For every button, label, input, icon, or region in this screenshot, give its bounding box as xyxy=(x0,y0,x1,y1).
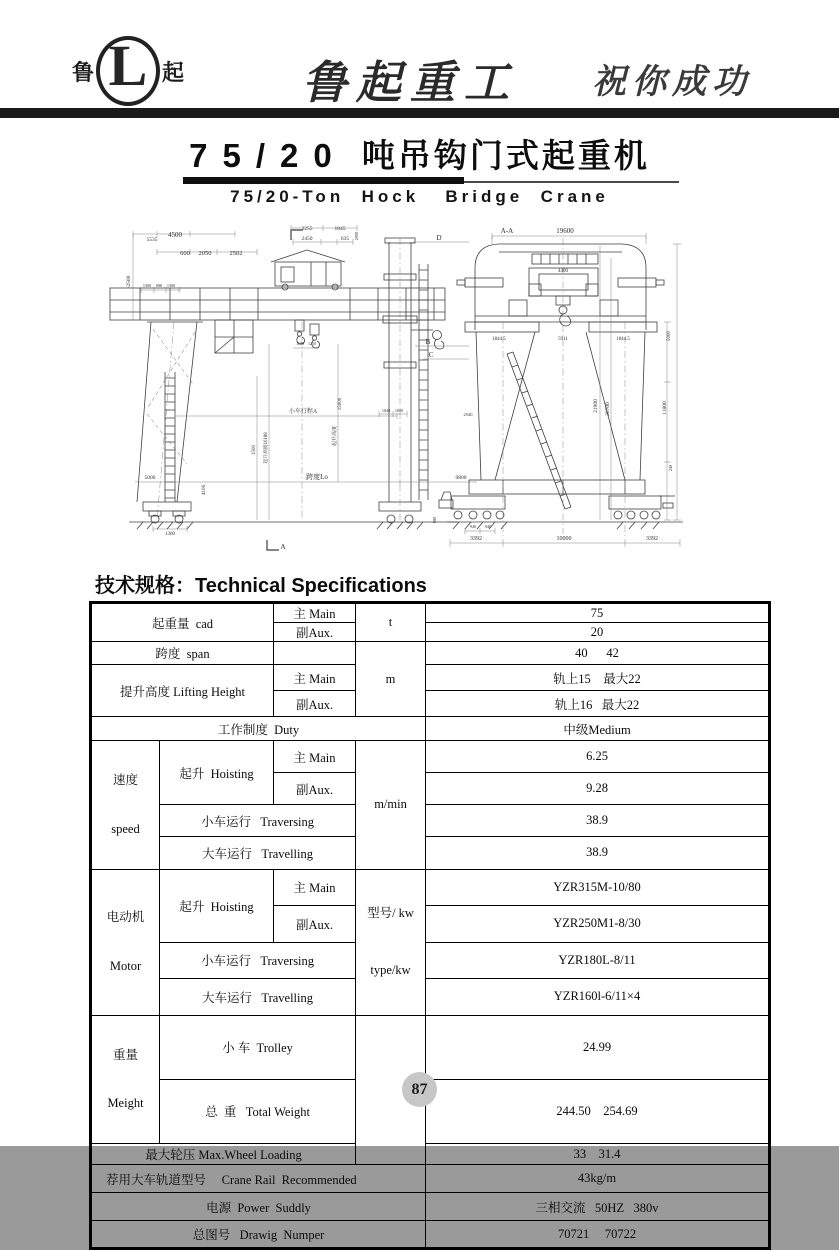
svg-text:1844.5: 1844.5 xyxy=(492,337,506,342)
table-row xyxy=(91,805,770,837)
cell-speed-traversing-value: 38.9 xyxy=(426,805,770,837)
cell-weight-category xyxy=(91,1015,160,1144)
svg-text:1210: 1210 xyxy=(308,341,316,346)
cell-capacity-main-value: 75 xyxy=(426,603,770,623)
svg-text:起升高度: 起升高度 xyxy=(333,425,338,447)
cell-drawno-value: 70721 70722 xyxy=(426,1221,770,1249)
svg-text:小车行程A: 小车行程A xyxy=(288,409,318,415)
svg-text:A-A: A-A xyxy=(500,227,514,235)
cell-lift-aux: 副Aux. xyxy=(274,691,356,717)
page-subtitle-english: 75/20-Ton Hock Bridge Crane xyxy=(230,187,609,206)
svg-text:1500: 1500 xyxy=(252,445,257,455)
svg-text:5911: 5911 xyxy=(558,337,568,342)
table-row xyxy=(91,837,770,869)
cell-speed-travelling-value: 38.9 xyxy=(426,837,770,869)
cell-speed-aux: 副Aux. xyxy=(274,773,356,805)
svg-text:-2500: -2500 xyxy=(126,275,132,289)
svg-text:20700: 20700 xyxy=(605,402,611,416)
cell-motor-aux-value: YZR250M1-8/30 xyxy=(426,906,770,943)
svg-text:600: 600 xyxy=(180,250,190,257)
svg-text:2502: 2502 xyxy=(229,250,243,257)
table-row xyxy=(91,1193,770,1221)
cell-lift-aux-value: 轨上16 最大22 xyxy=(426,691,770,717)
cell-speed-unit: m/min xyxy=(356,741,426,870)
cell-duty-value: 中级Medium xyxy=(426,717,770,741)
specs-heading-en: Technical Specifications xyxy=(195,575,427,597)
elevation-view xyxy=(110,230,457,550)
cell-capacity-main: 主 Main xyxy=(274,603,356,623)
cell-motor-travelling-value: YZR160l-6/11×4 xyxy=(426,979,770,1016)
table-row xyxy=(91,1144,770,1165)
cell-capacity-aux-value: 20 xyxy=(426,623,770,642)
cell-speed-aux-value: 9.28 xyxy=(426,773,770,805)
logo-left-char: 鲁 xyxy=(72,59,95,85)
svg-text:3392: 3392 xyxy=(646,536,658,542)
motor-unit-line2: type/kw xyxy=(370,963,411,977)
cell-motor-unit xyxy=(356,869,426,1015)
specs-section-heading xyxy=(95,569,427,598)
cell-span-label: 跨度 span xyxy=(91,642,274,665)
table-row xyxy=(91,642,770,665)
cell-capacity-label: 起重量 cad xyxy=(91,603,274,642)
cell-lift-main: 主 Main xyxy=(274,665,356,691)
table-row xyxy=(91,665,770,691)
svg-text:635: 635 xyxy=(340,236,350,242)
speed-category-en: speed xyxy=(111,821,140,836)
cell-speed-main: 主 Main xyxy=(274,741,356,773)
table-row xyxy=(91,869,770,906)
svg-text:940: 940 xyxy=(469,524,477,529)
svg-text:1844.5: 1844.5 xyxy=(616,337,630,342)
cell-weight-total-value: 244.50 254.69 xyxy=(426,1079,770,1143)
svg-text:21900: 21900 xyxy=(593,399,599,413)
svg-text:9800: 9800 xyxy=(455,475,467,481)
specs-heading-zh: 技术规格： xyxy=(95,575,195,597)
motor-category-en: Motor xyxy=(109,959,142,973)
crane-technical-drawing xyxy=(95,224,750,566)
cell-weight-trolley-value: 24.99 xyxy=(426,1015,770,1079)
cell-lift-label: 提升高度 Lifting Height xyxy=(91,665,274,717)
cell-duty-label: 工作制度 Duty xyxy=(91,717,426,741)
svg-text:4400: 4400 xyxy=(558,269,568,274)
svg-text:2000: 2000 xyxy=(354,231,359,241)
table-row xyxy=(91,1015,770,1079)
svg-text:1300: 1300 xyxy=(165,532,175,537)
svg-text:19600: 19600 xyxy=(556,227,574,235)
table-row xyxy=(91,717,770,741)
svg-text:A: A xyxy=(280,543,286,551)
table-row xyxy=(91,1165,770,1193)
svg-text:5000: 5000 xyxy=(144,475,156,481)
svg-text:D: D xyxy=(436,234,442,242)
header-divider-bar xyxy=(0,108,839,118)
table-row xyxy=(91,942,770,979)
svg-text:C: C xyxy=(428,351,434,359)
svg-text:跨度Lo: 跨度Lo xyxy=(306,473,328,481)
title-number: 75/20 xyxy=(189,137,347,174)
cell-motor-traversing-value: YZR180L-8/11 xyxy=(426,942,770,979)
svg-text:1190: 1190 xyxy=(296,341,304,346)
logo-right-char: 起 xyxy=(162,59,185,85)
cell-weight-total: 总 重 Total Weight xyxy=(160,1079,356,1143)
weight-category-en: Meight xyxy=(107,1096,144,1111)
svg-text:15000: 15000 xyxy=(338,397,343,411)
page-number: 87 xyxy=(411,1080,428,1098)
svg-text:2050: 2050 xyxy=(198,250,212,257)
section-view xyxy=(439,238,683,536)
logo-circle-icon xyxy=(96,32,160,106)
cell-lift-main-value: 轨上15 最大22 xyxy=(426,665,770,691)
cell-rail-value: 43kg/m xyxy=(426,1165,770,1193)
table-row xyxy=(91,603,770,623)
svg-text:940: 940 xyxy=(484,524,492,529)
brand-calligraphy: 鲁起重工 xyxy=(302,58,519,108)
motor-category-zh: 电动机 xyxy=(106,910,145,925)
svg-text:698: 698 xyxy=(155,283,163,288)
cell-drawno-label: 总图号 Drawig Numper xyxy=(91,1221,426,1249)
cell-capacity-aux: 副Aux. xyxy=(274,623,356,642)
svg-text:5535: 5535 xyxy=(146,237,158,243)
title-chinese: 吨吊钩门式起重机 xyxy=(361,137,650,174)
svg-text:5000: 5000 xyxy=(667,331,672,341)
svg-text:1080: 1080 xyxy=(394,408,404,413)
cell-span-value: 40 42 xyxy=(426,642,770,665)
cell-rail-label: 荐用大车轨道型号 Crane Rail Recommended xyxy=(91,1165,426,1193)
svg-text:2540: 2540 xyxy=(463,412,473,417)
page-number-badge xyxy=(402,1072,437,1107)
cell-wheel-label: 最大轮压 Max.Wheel Loading xyxy=(91,1144,356,1165)
cell-span-empty xyxy=(274,642,356,665)
svg-text:1040: 1040 xyxy=(381,408,391,413)
svg-text:2255: 2255 xyxy=(301,226,313,232)
page-title xyxy=(0,130,839,177)
elevation-dimension-lines xyxy=(133,225,477,532)
svg-text:1300: 1300 xyxy=(142,283,152,288)
svg-text:B: B xyxy=(425,338,431,346)
cell-motor-category xyxy=(91,869,160,1015)
svg-text:2450: 2450 xyxy=(301,236,313,242)
svg-text:4500: 4500 xyxy=(168,231,182,239)
cell-speed-travelling: 大车运行 Travelling xyxy=(160,837,356,869)
company-logo xyxy=(72,32,185,106)
cell-motor-travelling: 大车运行 Travelling xyxy=(160,979,356,1016)
cell-power-label: 电源 Power Suddly xyxy=(91,1193,426,1221)
cell-speed-main-value: 6.25 xyxy=(426,741,770,773)
spec-table xyxy=(89,601,771,1250)
cell-capacity-unit: t xyxy=(356,603,426,642)
table-row xyxy=(91,741,770,773)
logo-letter: L xyxy=(108,32,148,98)
cell-motor-hoist: 起升 Hoisting xyxy=(160,869,274,942)
svg-text:240: 240 xyxy=(668,464,673,472)
cell-motor-main-value: YZR315M-10/80 xyxy=(426,869,770,906)
cell-speed-hoist: 起升 Hoisting xyxy=(160,741,274,805)
cell-weight-trolley: 小 车 Trolley xyxy=(160,1015,356,1079)
cell-span-unit: m xyxy=(356,642,426,717)
svg-text:起升高度16188: 起升高度16188 xyxy=(264,432,269,464)
svg-text:3392: 3392 xyxy=(470,536,482,542)
svg-text:880: 880 xyxy=(432,516,437,524)
svg-text:1845: 1845 xyxy=(334,226,346,232)
cell-speed-category xyxy=(91,741,160,870)
svg-text:10000: 10000 xyxy=(556,536,572,542)
weight-category-zh: 重量 xyxy=(112,1047,138,1062)
cell-speed-traversing: 小车运行 Traversing xyxy=(160,805,356,837)
svg-text:11800: 11800 xyxy=(662,401,668,415)
cell-wheel-value: 33 31.4 xyxy=(426,1144,770,1165)
cell-motor-traversing: 小车运行 Traversing xyxy=(160,942,356,979)
motor-unit-line1: 型号/ kw xyxy=(367,905,414,920)
cell-power-value: 三相交流 50HZ 380v xyxy=(426,1193,770,1221)
slogan-calligraphy: 祝你成功 xyxy=(592,64,752,101)
speed-category-zh: 速度 xyxy=(112,773,138,787)
table-row xyxy=(91,1221,770,1249)
title-underline-thick xyxy=(183,177,464,184)
svg-text:1300: 1300 xyxy=(166,283,176,288)
cell-motor-main: 主 Main xyxy=(274,869,356,906)
table-row xyxy=(91,979,770,1016)
svg-text:4106: 4106 xyxy=(202,485,207,495)
cell-motor-aux: 副Aux. xyxy=(274,906,356,943)
title-underline-thin xyxy=(464,181,679,183)
